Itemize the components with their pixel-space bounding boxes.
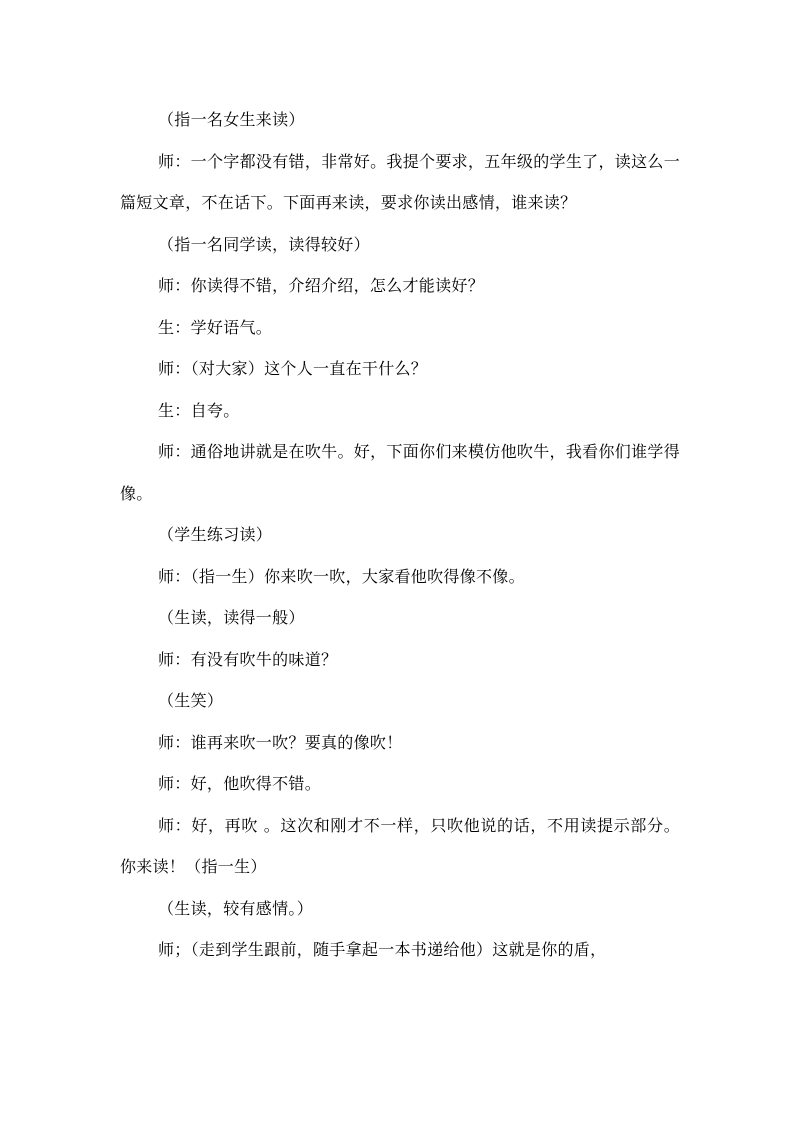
document-page	[120, 99, 680, 971]
paragraph-2: 师：一个字都没有错，非常好。我提个要求，五年级的学生了，读这么一篇短文章，不在话下。下面再来读，要求你读出感情，谁来读？	[120, 151, 680, 212]
paragraph-5: 生：学好语气。	[158, 317, 273, 337]
paragraph-13: （生笑）	[158, 691, 224, 710]
paragraph-9: （学生练习读）	[158, 525, 273, 544]
paragraph-11: （生读，读得一般）	[158, 608, 305, 627]
paragraph-4: 师：你读得不错，介绍介绍，怎么才能读好？	[158, 276, 485, 295]
paragraph-6: 师：（对大家）这个人一直在干什么？	[158, 359, 428, 378]
paragraph-16: 师：好，再吹 。这次和刚才不一样，只吹他说的话，不用读提示部分。你来读！（指一生）	[120, 815, 680, 876]
paragraph-15: 师：好，他吹得不错。	[158, 774, 322, 793]
paragraph-14: 师：谁再来吹一吹？要真的像吹！	[158, 732, 403, 752]
paragraph-10: 师：（指一生）你来吹一吹，大家看他吹得像不像。	[158, 566, 525, 586]
paragraph-3: （指一名同学读，读得较好）	[158, 234, 370, 254]
paragraph-1: （指一名女生来读）	[158, 110, 305, 129]
paragraph-18: 师；（走到学生跟前，随手拿起一本书递给他）这就是你的盾，	[158, 940, 607, 959]
paragraph-12: 师：有没有吹牛的味道？	[158, 649, 338, 669]
paragraph-17: （生读，较有感情。）	[158, 898, 314, 918]
paragraph-7: 生：自夸。	[158, 400, 240, 420]
paragraph-8: 师：通俗地讲就是在吹牛。好，下面你们来模仿他吹牛，我看你们谁学得像。	[120, 442, 680, 503]
